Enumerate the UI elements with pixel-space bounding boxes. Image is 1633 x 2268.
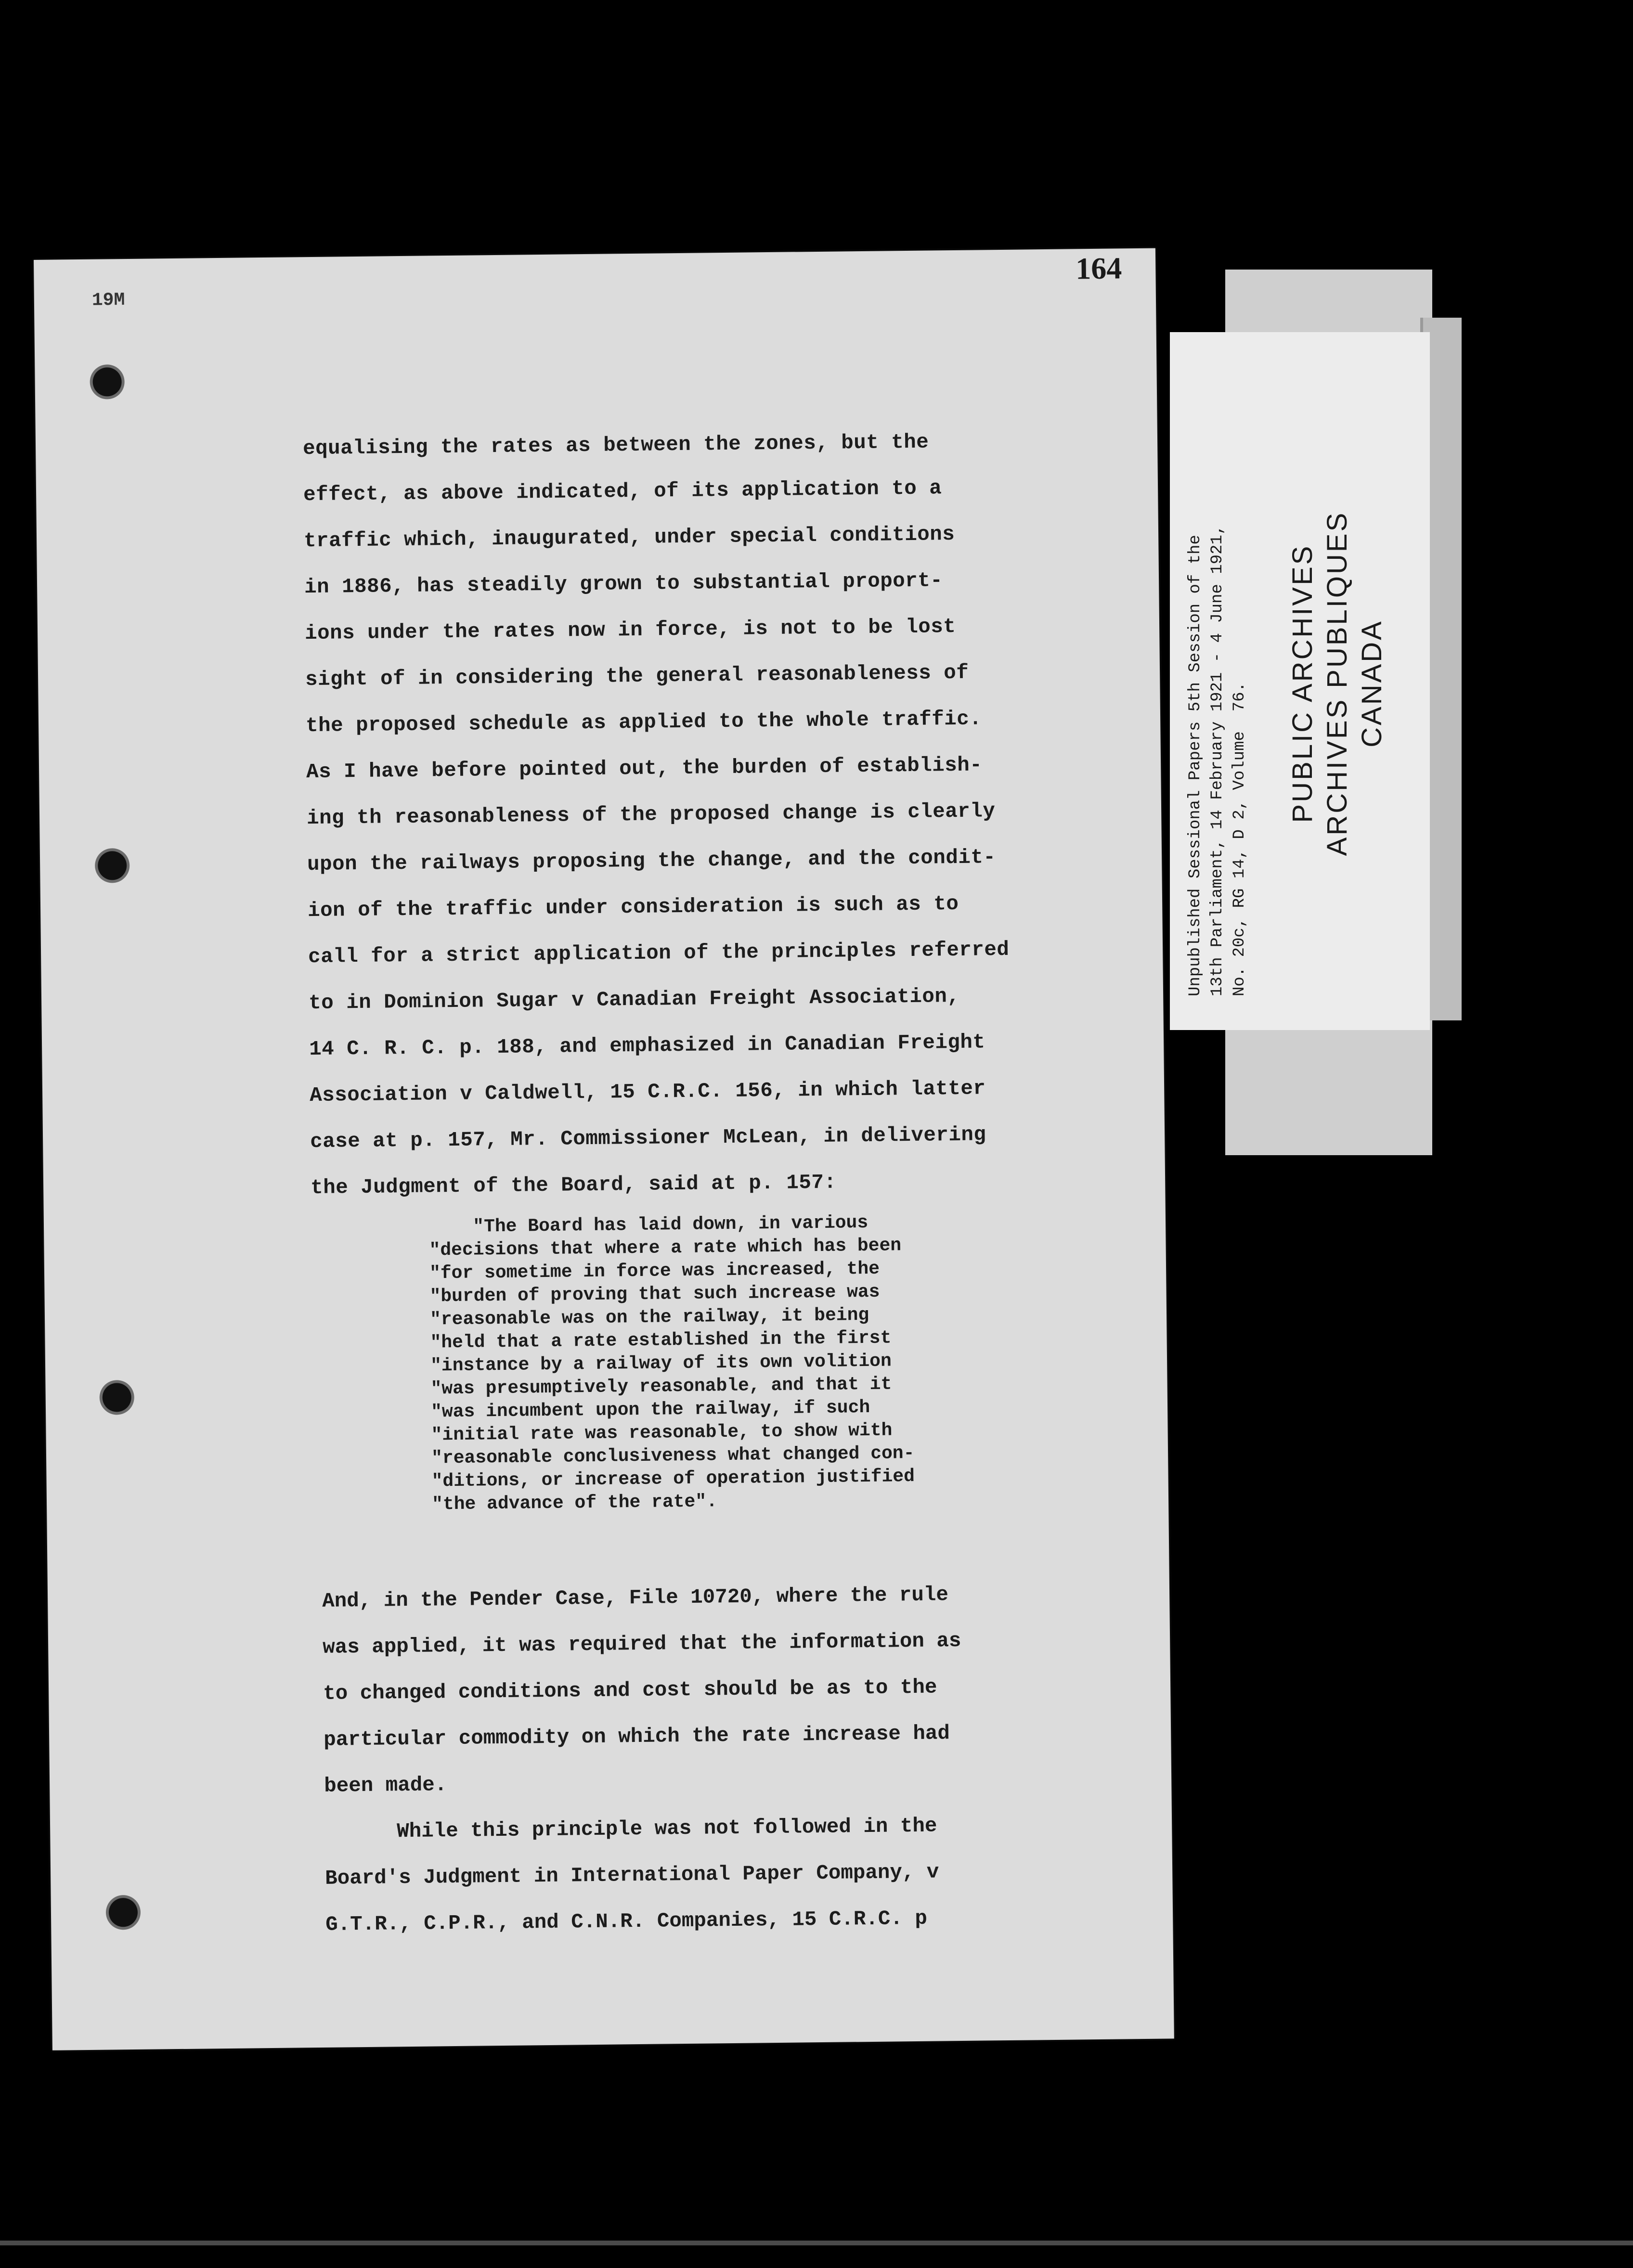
document-page xyxy=(34,248,1174,2050)
text-line: ion of the traffic under consideration is such as to xyxy=(307,892,959,923)
quote-line: "reasonable was on the railway, it being xyxy=(429,1304,869,1330)
page-number: 164 xyxy=(1075,251,1122,286)
quote-line: "ditions, or increase of operation justified xyxy=(431,1466,915,1492)
text-line: call for a strict application of the principles referred xyxy=(308,938,1010,969)
body-paragraph-2 xyxy=(322,1570,1144,1948)
block-quote xyxy=(429,1209,1106,1517)
citation-line: 13th Parliament, 14 February 1921 - 4 June 1921, xyxy=(1208,525,1227,996)
stamp-line: PUBLIC ARCHIVES xyxy=(1287,544,1318,823)
text-line: And, in the Pender Case, File 10720, where the rule xyxy=(322,1583,949,1613)
quote-line: "held that a rate established in the first xyxy=(430,1327,892,1353)
citation-line: Unpublished Sessional Papers 5th Session of the xyxy=(1186,535,1205,996)
text-line: As I have before pointed out, the burden of establish- xyxy=(306,753,983,784)
archive-label-stack xyxy=(1170,270,1468,1160)
text-line: sight of in considering the general reasonableness of xyxy=(305,661,969,692)
text-line: traffic which, inaugurated, under special conditions xyxy=(303,522,955,553)
text-line: Association v Caldwell, 15 C.R.C. 156, in which latter xyxy=(309,1077,986,1108)
text-line: particular commodity on which the rate increase had xyxy=(323,1722,950,1752)
text-line: Board's Judgment in International Paper Company, v xyxy=(324,1860,939,1890)
film-edge xyxy=(0,2241,1633,2245)
quote-line: "instance by a railway of its own volition xyxy=(430,1351,892,1377)
stamp-line: CANADA xyxy=(1356,619,1387,747)
archive-label xyxy=(1170,332,1430,1030)
punch-hole xyxy=(102,1383,131,1412)
text-line: ions under the rates now in force, is not to be lost xyxy=(304,615,956,645)
archive-citation xyxy=(1184,347,1251,996)
quote-line: "burden of proving that such increase was xyxy=(429,1281,880,1307)
corner-mark: 19M xyxy=(91,290,125,311)
text-line: 14 C. R. C. p. 188, and emphasized in Canadian Freight xyxy=(309,1031,985,1061)
text-line: the proposed schedule as applied to the whole traffic. xyxy=(305,707,982,738)
text-line: ing th reasonableness of the proposed change is clearly xyxy=(306,799,996,830)
text-line: was applied, it was required that the information as xyxy=(322,1629,961,1659)
quote-line: "reasonable conclusiveness what changed con- xyxy=(431,1443,915,1469)
quote-line: "was presumptively reasonable, and that it xyxy=(430,1374,892,1400)
body-paragraph xyxy=(303,417,1129,1211)
text-line: to in Dominion Sugar v Canadian Freight Association, xyxy=(308,984,960,1015)
text-line: case at p. 157, Mr. Commissioner McLean, in delivering xyxy=(310,1123,986,1154)
punch-hole xyxy=(98,851,127,880)
quote-line: "the advance of the rate". xyxy=(431,1491,718,1515)
text-line: been made. xyxy=(324,1773,447,1798)
quote-line: "for sometime in force was increased, the xyxy=(429,1258,880,1284)
citation-line: No. 20c, RG 14, D 2, Volume 76. xyxy=(1231,682,1249,996)
quote-line: "decisions that where a rate which has been xyxy=(429,1235,902,1261)
text-line: G.T.R., C.P.R., and C.N.R. Companies, 15 C.R.C. p xyxy=(325,1907,928,1936)
text-line: While this principle was not followed in the xyxy=(396,1814,937,1843)
punch-hole xyxy=(109,1898,138,1927)
quote-line: "The Board has laid down, in various xyxy=(428,1212,868,1238)
text-line: in 1886, has steadily grown to substantial proport- xyxy=(304,569,943,599)
quote-line: "initial rate was reasonable, to show with xyxy=(431,1420,893,1446)
stamp-line: ARCHIVES PUBLIQUES xyxy=(1322,511,1353,856)
quote-line: "was incumbent upon the railway, if such xyxy=(430,1397,870,1423)
text-line: the Judgment of the Board, said at p. 157: xyxy=(310,1171,837,1200)
text-line: equalising the rates as between the zones, but the xyxy=(302,430,929,461)
archives-stamp xyxy=(1285,419,1389,948)
punch-hole xyxy=(92,367,122,397)
text-line: effect, as above indicated, of its application to a xyxy=(303,477,942,507)
text-line: to changed conditions and cost should be as to the xyxy=(323,1675,937,1705)
text-line: upon the railways proposing the change, and the condit- xyxy=(307,846,996,876)
